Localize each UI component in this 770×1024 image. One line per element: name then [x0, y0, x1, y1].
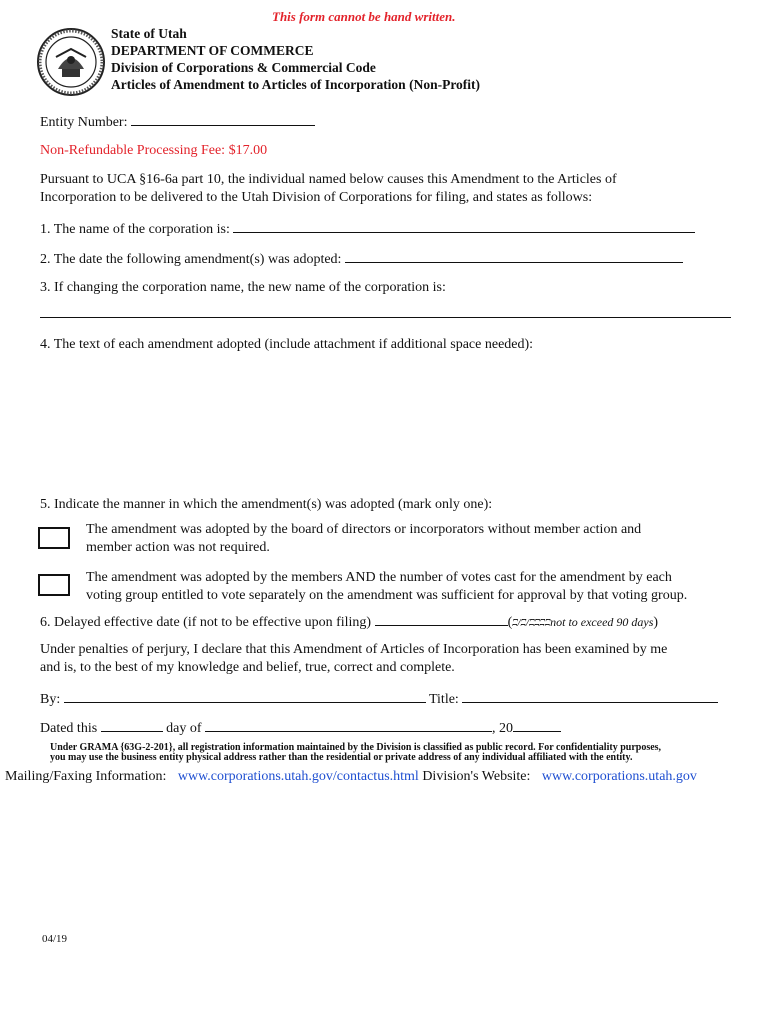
- processing-fee: Non-Refundable Processing Fee: $17.00: [40, 143, 268, 158]
- signature-row: [40, 690, 718, 708]
- entity-number-row: [40, 113, 315, 131]
- title-label: Title:: [428, 692, 459, 707]
- delayed-date-row: [40, 613, 658, 631]
- corporation-name-label: 1. The name of the corporation is:: [40, 222, 230, 237]
- delayed-date-note: not to exceed 90 days: [550, 615, 654, 629]
- board-adoption-line-1: The amendment was adopted by the board of directors or incorporators without member action and: [86, 522, 642, 537]
- grama-notice-line-1: Under GRAMA {63G-2-201}, all registration information maintained by the Division is classified as public record. For confidentiality purposes,: [50, 742, 662, 753]
- board-adoption-checkbox[interactable]: [38, 527, 70, 549]
- date-format-open: (: [507, 615, 513, 630]
- handwritten-notice: This form cannot be hand written.: [272, 9, 456, 24]
- delayed-date-label: 6. Delayed effective date (if not to be effective upon filing): [40, 615, 372, 630]
- page-title: Articles of Amendment to Articles of Incorporation (Non-Profit): [111, 77, 481, 92]
- entity-number-field[interactable]: [131, 113, 315, 126]
- website-link[interactable]: www.corporations.utah.gov: [541, 769, 697, 784]
- intro-line-1: Pursuant to UCA §16-6a part 10, the individual named below causes this Amendment to the Articles of: [40, 172, 617, 187]
- header-department: DEPARTMENT OF COMMERCE: [111, 43, 314, 58]
- corporation-name-row: [40, 220, 695, 238]
- perjury-line-1: Under penalties of perjury, I declare that this Amendment of Articles of Incorporation has been examined by me: [40, 642, 668, 657]
- adoption-date-row: [40, 250, 683, 268]
- member-adoption-line-1: The amendment was adopted by the members AND the number of votes cast for the amendment by each: [86, 570, 672, 585]
- form-revision-date: 04/19: [42, 933, 68, 945]
- intro-line-2: Incorporation to be delivered to the Utah Division of Corporations for filing, and states as follows:: [40, 190, 593, 205]
- day-of-label: day of: [166, 721, 202, 736]
- amendment-text-label: 4. The text of each amendment adopted (include attachment if additional space needed):: [40, 337, 534, 352]
- member-adoption-line-2: voting group entitled to vote separately on the amendment was sufficient for approval by that voting group.: [86, 588, 688, 603]
- by-label: By:: [40, 692, 61, 707]
- signature-field[interactable]: [64, 690, 426, 703]
- date-format-glyphs: ʭ/ʭ/ʭʭʭʭ: [512, 617, 551, 629]
- new-name-field[interactable]: [40, 317, 731, 318]
- entity-number-label: Entity Number:: [40, 115, 128, 130]
- member-adoption-checkbox[interactable]: [38, 574, 70, 596]
- mailing-label: Mailing/Faxing Information:: [5, 769, 167, 784]
- dated-row: [40, 719, 561, 737]
- amendment-text-area[interactable]: [40, 360, 730, 485]
- new-name-label: 3. If changing the corporation name, the new name of the corporation is:: [40, 280, 446, 295]
- delayed-date-field[interactable]: [375, 613, 508, 626]
- dated-label: Dated this: [40, 721, 98, 736]
- adoption-date-field[interactable]: [345, 250, 683, 263]
- title-field[interactable]: [462, 690, 718, 703]
- year-prefix: , 20: [492, 721, 514, 736]
- adoption-date-label: 2. The date the following amendment(s) was adopted:: [40, 252, 342, 267]
- year-field[interactable]: [513, 719, 561, 732]
- website-label: Division's Website:: [422, 769, 531, 784]
- state-seal-icon: [36, 27, 106, 97]
- header-state: State of Utah: [111, 26, 187, 41]
- adoption-manner-label: 5. Indicate the manner in which the amendment(s) was adopted (mark only one):: [40, 497, 493, 512]
- month-field[interactable]: [205, 719, 492, 732]
- date-format-close: ): [653, 615, 659, 630]
- grama-notice-line-2: you may use the business entity physical address rather than the residential or private address of any individual affiliated with the entity.: [50, 752, 633, 763]
- day-field[interactable]: [101, 719, 163, 732]
- corporation-name-field[interactable]: [233, 220, 695, 233]
- board-adoption-line-2: member action was not required.: [86, 540, 270, 555]
- header-division: Division of Corporations & Commercial Code: [111, 60, 376, 75]
- perjury-line-2: and is, to the best of my knowledge and belief, true, correct and complete.: [40, 660, 455, 675]
- contact-row: [5, 769, 697, 785]
- contact-link[interactable]: www.corporations.utah.gov/contactus.html: [177, 769, 419, 784]
